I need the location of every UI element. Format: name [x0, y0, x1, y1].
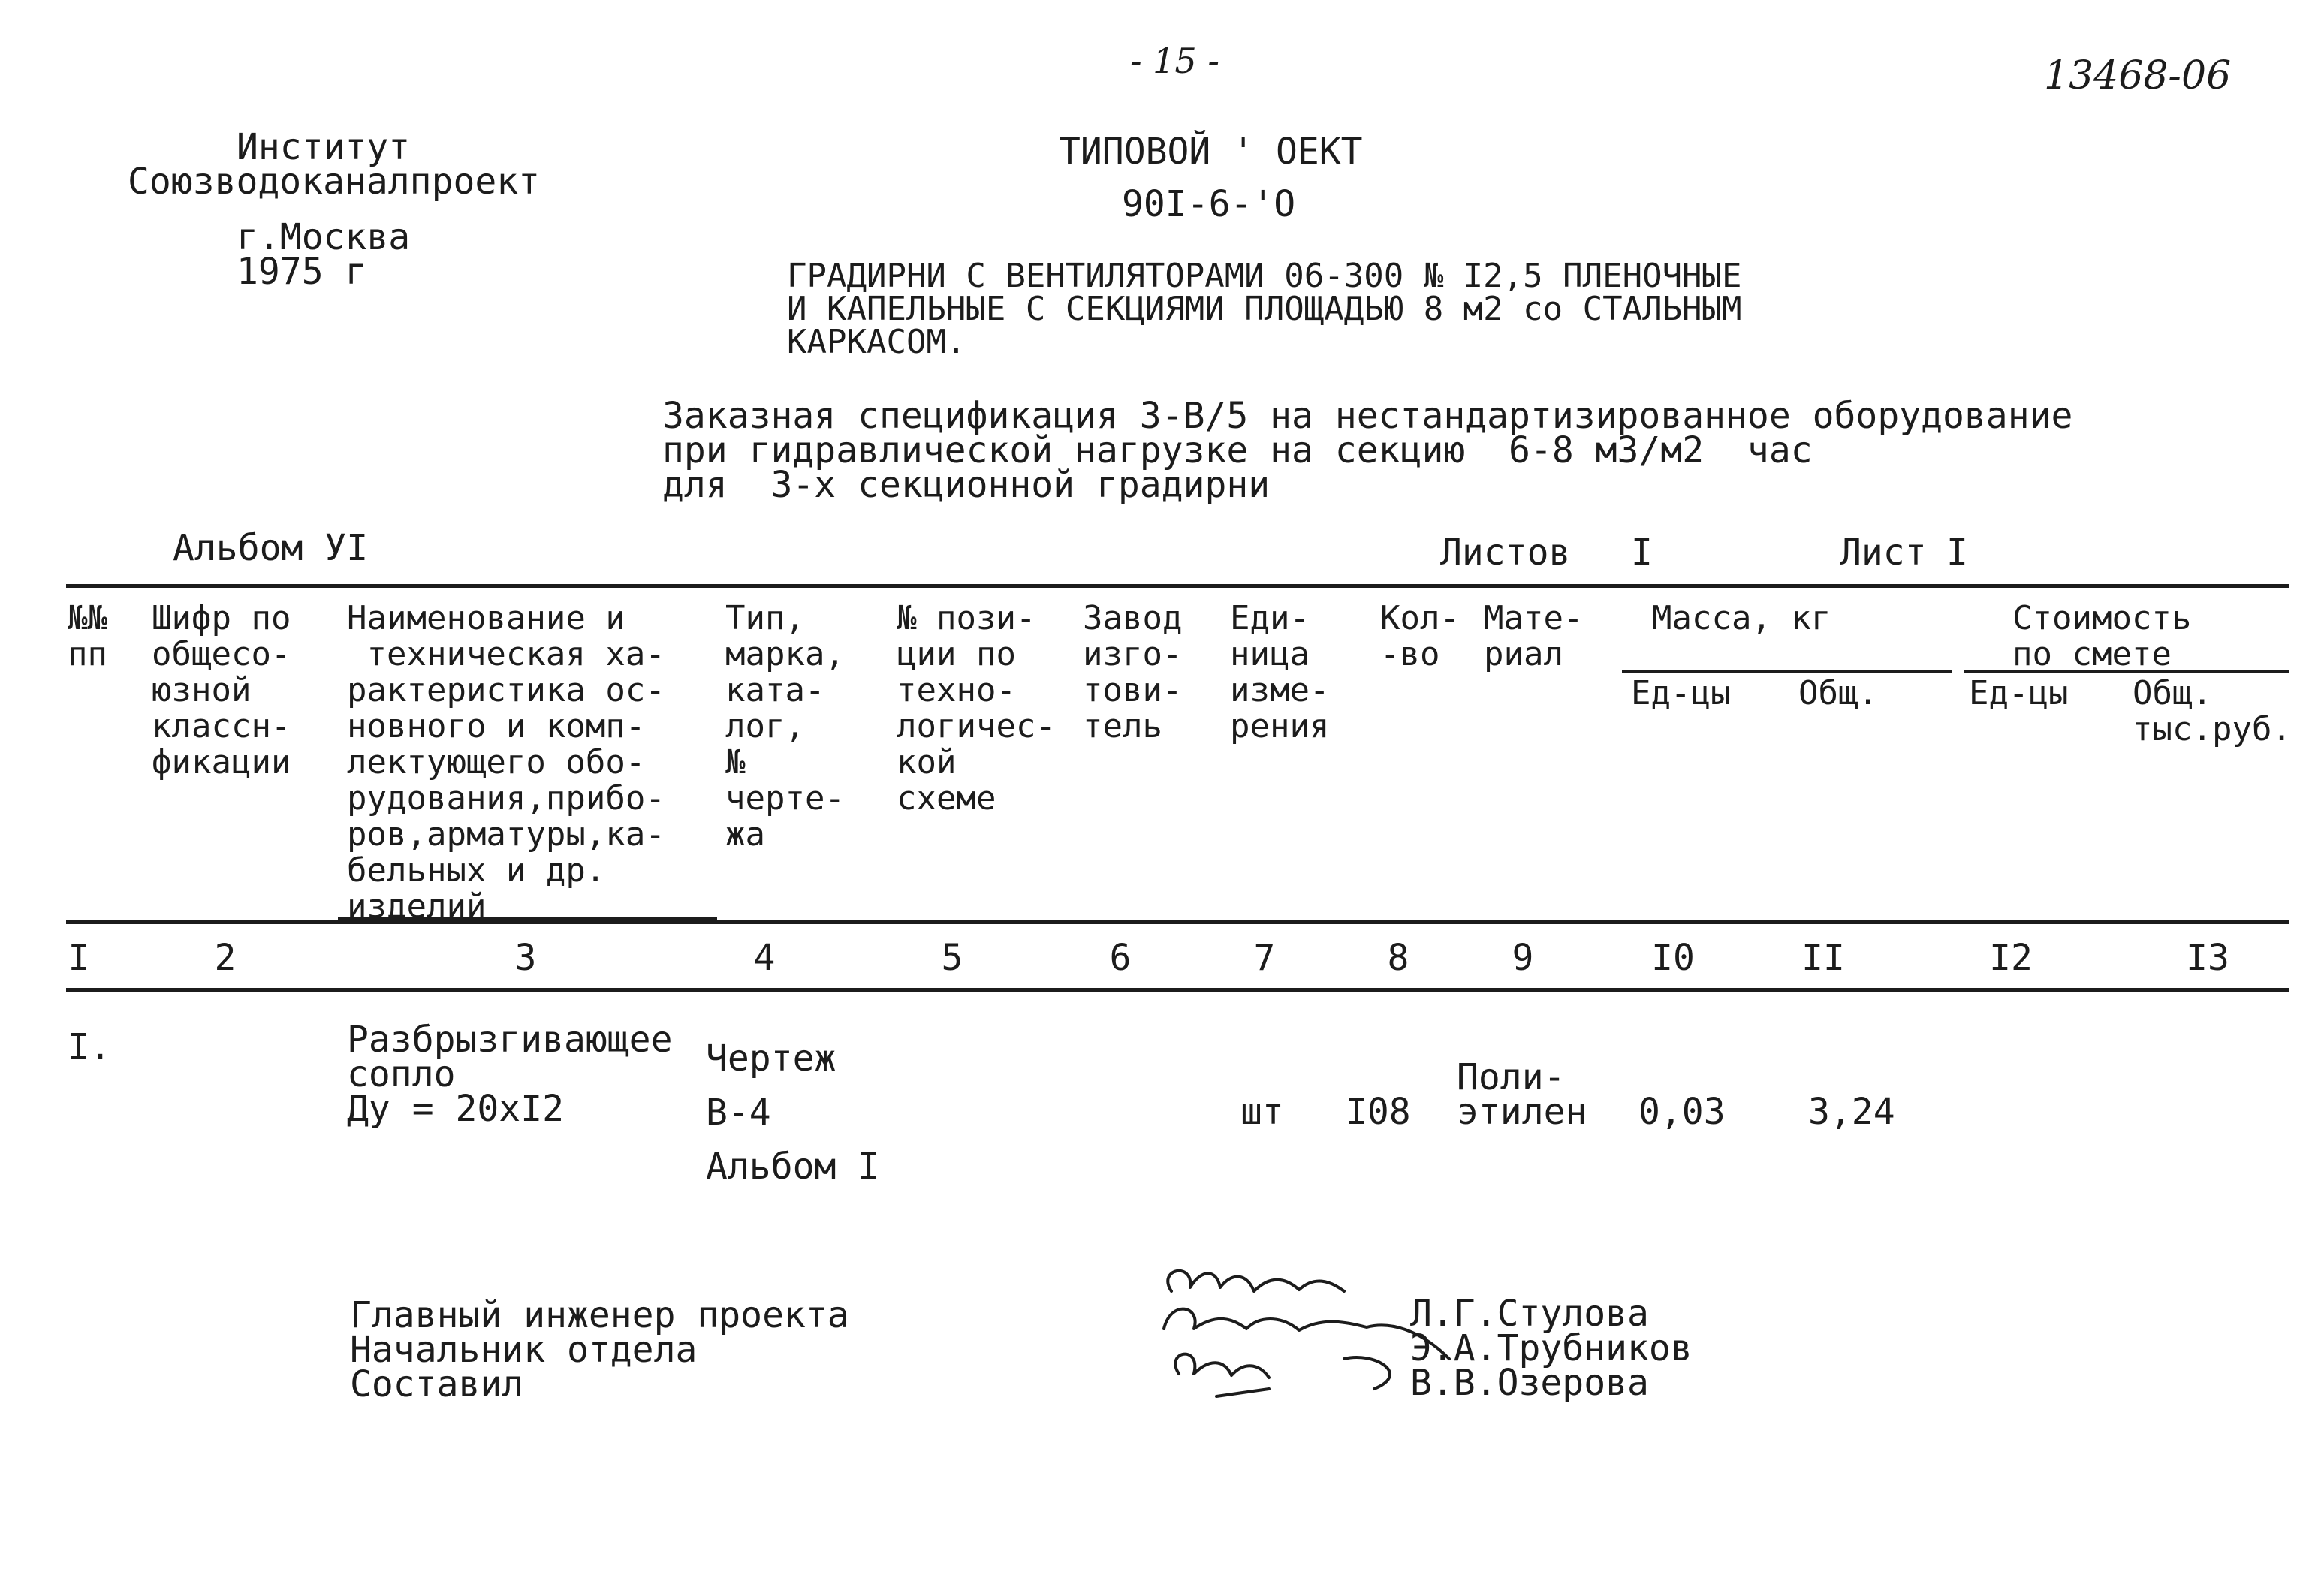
column-number: 6 [1109, 937, 1132, 979]
column-number: I3 [2186, 937, 2229, 979]
sheet-value: I [1946, 531, 1968, 574]
table-top-rule [66, 584, 2289, 588]
header-mass: Масса, кг [1652, 599, 1831, 637]
sheets-value: I [1631, 531, 1653, 574]
header-name-description: Наименование и техническая ха- рактеристика ос- новного и комп- лектующего обо- рудования,прибо- ров,арматуры,ка- бельных и др. изделий [347, 599, 665, 926]
row-mass-total: 3,24 [1808, 1091, 1895, 1133]
document-number: 13468-06 [2044, 53, 2232, 98]
row-type: Чертеж В-4 Альбом I [706, 1037, 880, 1188]
column-number: I [68, 937, 90, 979]
header-cost-unit: Ед-цы [1969, 674, 2069, 712]
signature-role-chief-engineer: Главный инженер проекта [350, 1294, 849, 1336]
signature-name-stulova: Л.Г.Стулова [1410, 1293, 1649, 1335]
column-number: I2 [1989, 937, 2033, 979]
header-classification-code: Шифр по общесо- юзной классн- фикации [152, 599, 291, 781]
header-position-number: № пози- ции по техно- логичес- кой схеме [897, 599, 1056, 818]
column-number: 8 [1387, 937, 1409, 979]
numbers-bottom-rule [66, 988, 2289, 992]
row-name: Разбрызгивающее сопло Ду = 20хI2 [347, 1019, 673, 1130]
header-manufacturer: Завод изго- тови- тель [1083, 599, 1183, 745]
header-quantity: Кол- -во [1380, 599, 1460, 673]
mass-sub-rule [1622, 670, 1952, 673]
column-number: I0 [1651, 937, 1695, 979]
project-code: 90I-6-'О [1122, 183, 1296, 225]
sheets-label: Листов [1440, 531, 1571, 574]
header-type-brand: Тип, марка, ката- лог, № черте- жа [725, 599, 845, 854]
project-label: ТИПОВОЙ ' ОЕКТ [1059, 131, 1363, 173]
header-cost: Стоимость по смете [2012, 599, 2192, 673]
signature-stroke-3 [1175, 1354, 1269, 1396]
signature-name-ozerova: В.В.Озерова [1410, 1362, 1649, 1404]
column-number: 3 [514, 937, 537, 979]
column-number: 4 [753, 937, 776, 979]
signature-stroke-4 [1344, 1357, 1390, 1389]
signature-role-compiler: Составил [350, 1363, 524, 1405]
spec-line-1: Заказная спецификация З-В/5 на нестандартизированное оборудование [662, 395, 2073, 437]
album-label: Альбом УI [173, 527, 369, 569]
signature-name-trubnikov: Э.А.Трубников [1410, 1327, 1693, 1369]
row-quantity: I08 [1346, 1091, 1411, 1133]
column-number: 9 [1512, 937, 1534, 979]
header-unit: Еди- ница изме- рения [1230, 599, 1330, 745]
header-row-number: №№ пп [68, 599, 107, 673]
row-mass-unit: 0,03 [1638, 1091, 1726, 1133]
signature-stroke-1 [1168, 1271, 1344, 1291]
header-cost-total: Общ. тыс.руб. [2133, 674, 2292, 748]
signature-role-department-head: Начальник отдела [350, 1329, 698, 1371]
row-number: I. [68, 1026, 111, 1068]
project-title-line-3: КАРКАСОМ. [787, 323, 966, 361]
header-material: Мате- риал [1484, 599, 1584, 673]
column-number: 5 [941, 937, 963, 979]
project-title-line-1: ГРАДИРНИ С ВЕНТИЛЯТОРАМИ 06-300 № I2,5 ПЛЕНОЧНЫЕ [787, 257, 1742, 295]
institute-org: Союзводоканалпроект [128, 161, 541, 203]
row-unit: шт [1240, 1091, 1284, 1133]
project-title-line-2: И КАПЕЛЬНЫЕ С СЕКЦИЯМИ ПЛОЩАДЬЮ 8 м2 со СТАЛЬНЫМ [787, 290, 1742, 328]
header-mass-total: Общ. [1798, 674, 1878, 712]
spec-line-3: для 3-х секционной градирни [662, 464, 1271, 506]
page-number: - 15 - [1130, 41, 1219, 81]
institute-city: г.Москва [237, 216, 411, 258]
institute-year: 1975 г [237, 251, 367, 293]
header-mass-unit: Ед-цы [1631, 674, 1731, 712]
sheet-label: Лист [1840, 531, 1927, 574]
signature-stroke-2 [1164, 1309, 1449, 1359]
row-material: Поли- этилен [1457, 1056, 1587, 1133]
column-number: 7 [1253, 937, 1276, 979]
column-number: II [1801, 937, 1845, 979]
column-number: 2 [214, 937, 237, 979]
institute-name: Институт [237, 126, 411, 168]
spec-line-2: при гидравлической нагрузке на секцию 6-8 м3/м2 час [662, 429, 1813, 471]
